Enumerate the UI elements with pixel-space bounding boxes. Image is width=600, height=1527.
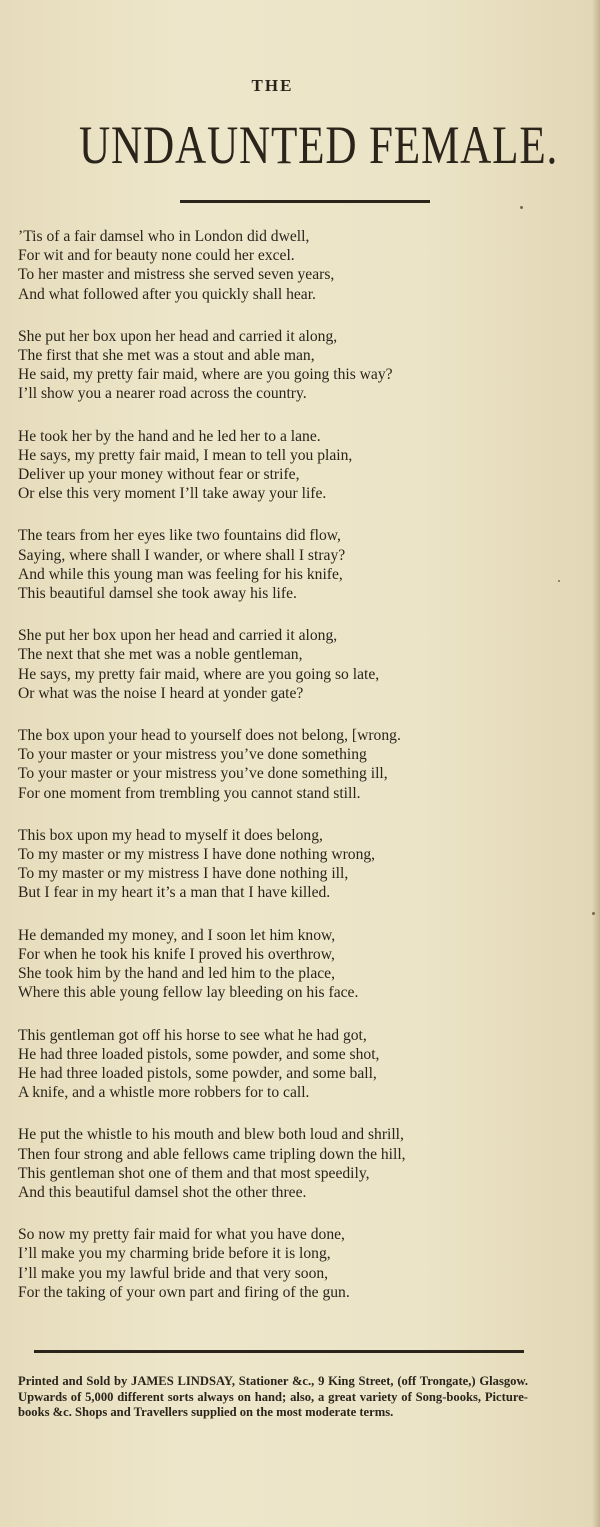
- verse-line: For when he took his knife I proved his overthrow,: [18, 945, 335, 963]
- verse-line: A knife, and a whistle more robbers for to call.: [18, 1084, 310, 1102]
- stanza: [18, 626, 578, 703]
- pre-title: THE: [251, 76, 294, 95]
- verse-line: He says, my pretty fair maid, I mean to tell you plain,: [18, 446, 353, 464]
- stanza: [18, 1125, 578, 1202]
- verse-line: To your master or your mistress you’ve done something ill,: [18, 765, 388, 783]
- verse-line: I’ll show you a nearer road across the country.: [18, 385, 307, 403]
- verse-line: Or what was the noise I heard at yonder gate?: [18, 684, 304, 702]
- verse-line: He says, my pretty fair maid, where are you going so late,: [18, 665, 380, 683]
- verse-line: To her master and mistress she served seven years,: [18, 266, 335, 284]
- verse-line: This gentleman got off his horse to see what he had got,: [18, 1026, 367, 1044]
- verse-line: And what followed after you quickly shall hear.: [18, 285, 316, 303]
- verse-line: This beautiful damsel she took away his life.: [18, 585, 297, 603]
- verse-line: So now my pretty fair maid for what you have done,: [18, 1226, 345, 1244]
- footer-rule: [34, 1350, 524, 1353]
- poem-body: [18, 227, 578, 1325]
- verse-line: Where this able young fellow lay bleeding on his face.: [18, 984, 359, 1002]
- verse-line: For one moment from trembling you cannot stand still.: [18, 784, 361, 802]
- verse-line: He took her by the hand and he led her to a lane.: [18, 427, 321, 445]
- verse-line: Deliver up your money without fear or strife,: [18, 466, 300, 484]
- verse-line: The next that she met was a noble gentleman,: [18, 646, 303, 664]
- verse-line: He demanded my money, and I soon let him know,: [18, 926, 336, 944]
- verse-line: And this beautiful damsel shot the other three.: [18, 1183, 307, 1201]
- verse-line: She took him by the hand and led him to the place,: [18, 965, 336, 983]
- verse-line: She put her box upon her head and carried it along,: [18, 627, 338, 645]
- paper-speck: [558, 580, 560, 582]
- verse-line: Then four strong and able fellows came tripling down the hill,: [18, 1145, 406, 1163]
- verse-line: The tears from her eyes like two fountains did flow,: [18, 527, 341, 545]
- verse-line: He had three loaded pistols, some powder, and some shot,: [18, 1045, 380, 1063]
- verse-line: This box upon my head to myself it does belong,: [18, 826, 323, 844]
- verse-line: I’ll make you my lawful bride and that very soon,: [18, 1264, 329, 1282]
- paper-speck: [592, 912, 595, 915]
- title-rule: [180, 200, 430, 203]
- stanza: [18, 926, 578, 1003]
- verse-line: He had three loaded pistols, some powder, and some ball,: [18, 1064, 377, 1082]
- stanza: [18, 1026, 578, 1103]
- verse-line: To my master or my mistress I have done nothing wrong,: [18, 846, 376, 864]
- paper-speck: [520, 206, 523, 209]
- verse-line: He put the whistle to his mouth and blew both loud and shrill,: [18, 1126, 404, 1144]
- stanza: [18, 327, 578, 404]
- verse-line: For the taking of your own part and firing of the gun.: [18, 1283, 350, 1301]
- verse-line: And while this young man was feeling for his knife,: [18, 565, 343, 583]
- verse-line: She put her box upon her head and carried it along,: [18, 327, 338, 345]
- stanza: [18, 1225, 578, 1302]
- page-edge-shadow: [592, 0, 600, 1527]
- stanza: [18, 726, 578, 803]
- verse-line: This gentleman shot one of them and that most speedily,: [18, 1164, 370, 1182]
- verse-line: Or else this very moment I’ll take away your life.: [18, 485, 327, 503]
- stanza: [18, 427, 578, 504]
- verse-line: But I fear in my heart it’s a man that I have killed.: [18, 884, 331, 902]
- printer-imprint: Printed and Sold by JAMES LINDSAY, Stationer &c., 9 King Street, (off Trongate,) Glasgow. Upwards of 5,000 different sorts always on hand; also, a great variety of Song-books, Picture-books &c. Shops and Travellers supplied on the most moderate terms.: [18, 1374, 528, 1419]
- stanza: [18, 526, 578, 603]
- verse-line: Saying, where shall I wander, or where shall I stray?: [18, 546, 346, 564]
- stanza: [18, 227, 578, 304]
- page-title: UNDAUNTED FEMALE.: [79, 115, 559, 175]
- verse-line: For wit and for beauty none could her excel.: [18, 247, 295, 265]
- stanza: [18, 826, 578, 903]
- verse-line: He said, my pretty fair maid, where are you going this way?: [18, 366, 393, 384]
- verse-line: ’Tis of a fair damsel who in London did dwell,: [18, 228, 310, 245]
- verse-line: The box upon your head to yourself does not belong, [wrong.: [18, 727, 401, 745]
- verse-line: To my master or my mistress I have done nothing ill,: [18, 865, 349, 883]
- verse-line: The first that she met was a stout and able man,: [18, 347, 315, 365]
- verse-line: To your master or your mistress you’ve done something: [18, 746, 367, 764]
- verse-line: I’ll make you my charming bride before it is long,: [18, 1245, 331, 1263]
